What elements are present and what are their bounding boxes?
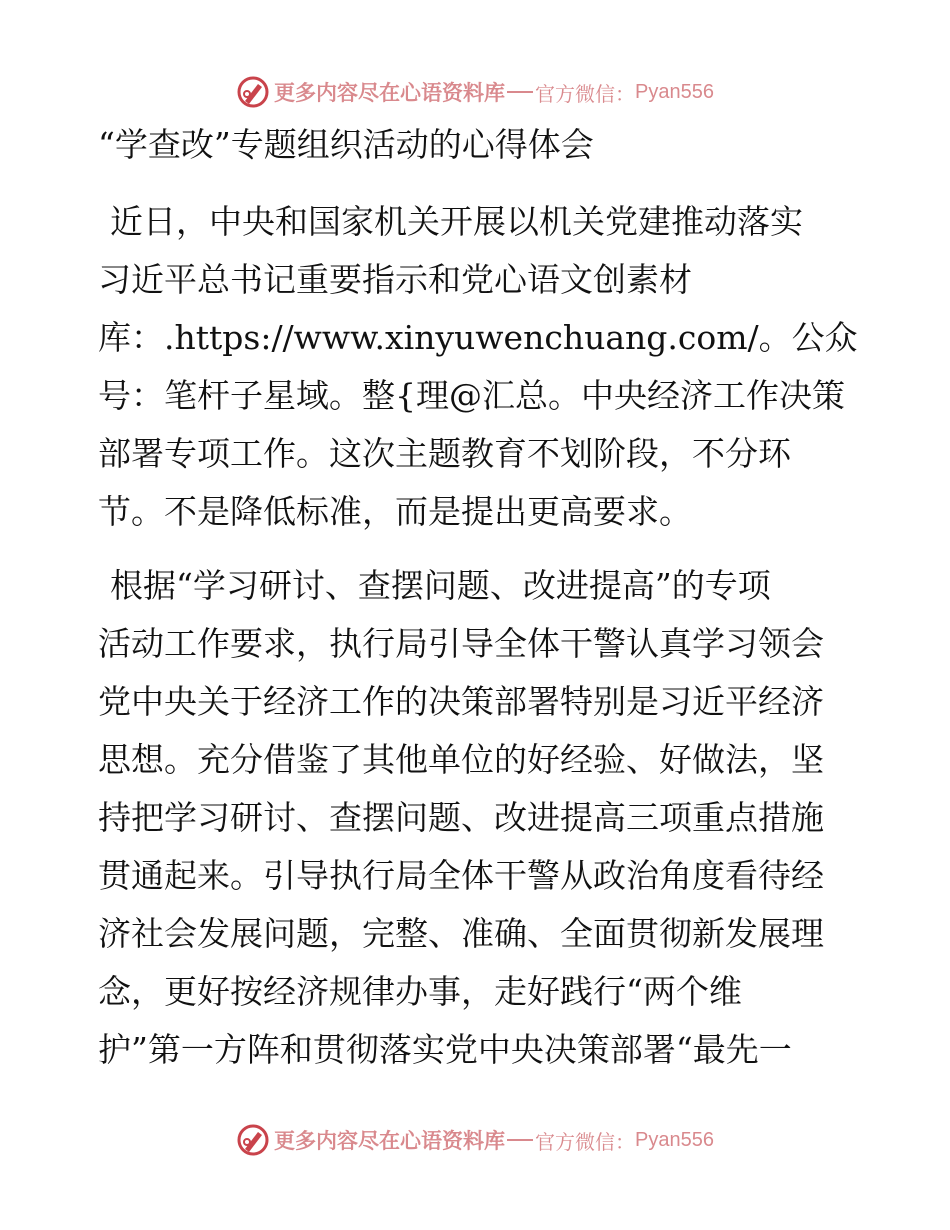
paragraph-line: 贯通起来。引导执行局全体干警从政治角度看待经 [98, 856, 824, 895]
watermark-wechat-label: 官方微信： [535, 1129, 636, 1154]
paragraph-line: 近日，中央和国家机关开展以机关党建推动落实 [110, 202, 803, 241]
paragraph-line: 习近平总书记重要指示和党心语文创素材 [98, 260, 692, 299]
paragraph-1 [98, 193, 858, 541]
document-title: “学查改”专题组织活动的心得体会 [98, 125, 594, 164]
watermark-dash [507, 1139, 533, 1141]
watermark-dash [507, 91, 533, 93]
paragraph-line: 念，更好按经济规律办事，走好践行“两个维 [98, 972, 742, 1011]
paragraph-line: 节。不是降低标准，而是提出更高要求。 [98, 492, 692, 531]
watermark-wechat-id: Pyan556 [635, 1128, 714, 1151]
watermark-header [0, 72, 950, 112]
paragraph-line: 党中央关于经济工作的决策部署特别是习近平经济 [98, 682, 824, 721]
paragraph-2 [98, 557, 858, 1079]
paragraph-line: 库：.https://www.xinyuwenchuang.com/。公众 [98, 318, 858, 357]
paragraph-line: 持把学习研讨、查摆问题、改进提高三项重点措施 [98, 798, 824, 837]
paragraph-line: 护”第一方阵和贯彻落实党中央决策部署“最先一 [98, 1030, 792, 1069]
paragraph-line: 号：笔杆子星域。整{理@汇总。中央经济工作决策 [98, 376, 845, 415]
watermark-site-text: 更多内容尽在心语资料库 [274, 80, 506, 105]
pen-logo-icon [236, 1123, 270, 1157]
watermark-wechat-id: Pyan556 [635, 80, 714, 103]
watermark-wechat-label: 官方微信： [535, 81, 636, 106]
paragraph-line: 根据“学习研讨、查摆问题、改进提高”的专项 [110, 566, 771, 605]
watermark-site-text: 更多内容尽在心语资料库 [274, 1128, 506, 1153]
paragraph-line: 部署专项工作。这次主题教育不划阶段，不分环 [98, 434, 791, 473]
watermark-footer [0, 1120, 950, 1160]
paragraph-line: 活动工作要求，执行局引导全体干警认真学习领会 [98, 624, 824, 663]
paragraph-line: 济社会发展问题，完整、准确、全面贯彻新发展理 [98, 914, 824, 953]
paragraph-line: 思想。充分借鉴了其他单位的好经验、好做法，坚 [98, 740, 824, 779]
pen-logo-icon [236, 75, 270, 109]
